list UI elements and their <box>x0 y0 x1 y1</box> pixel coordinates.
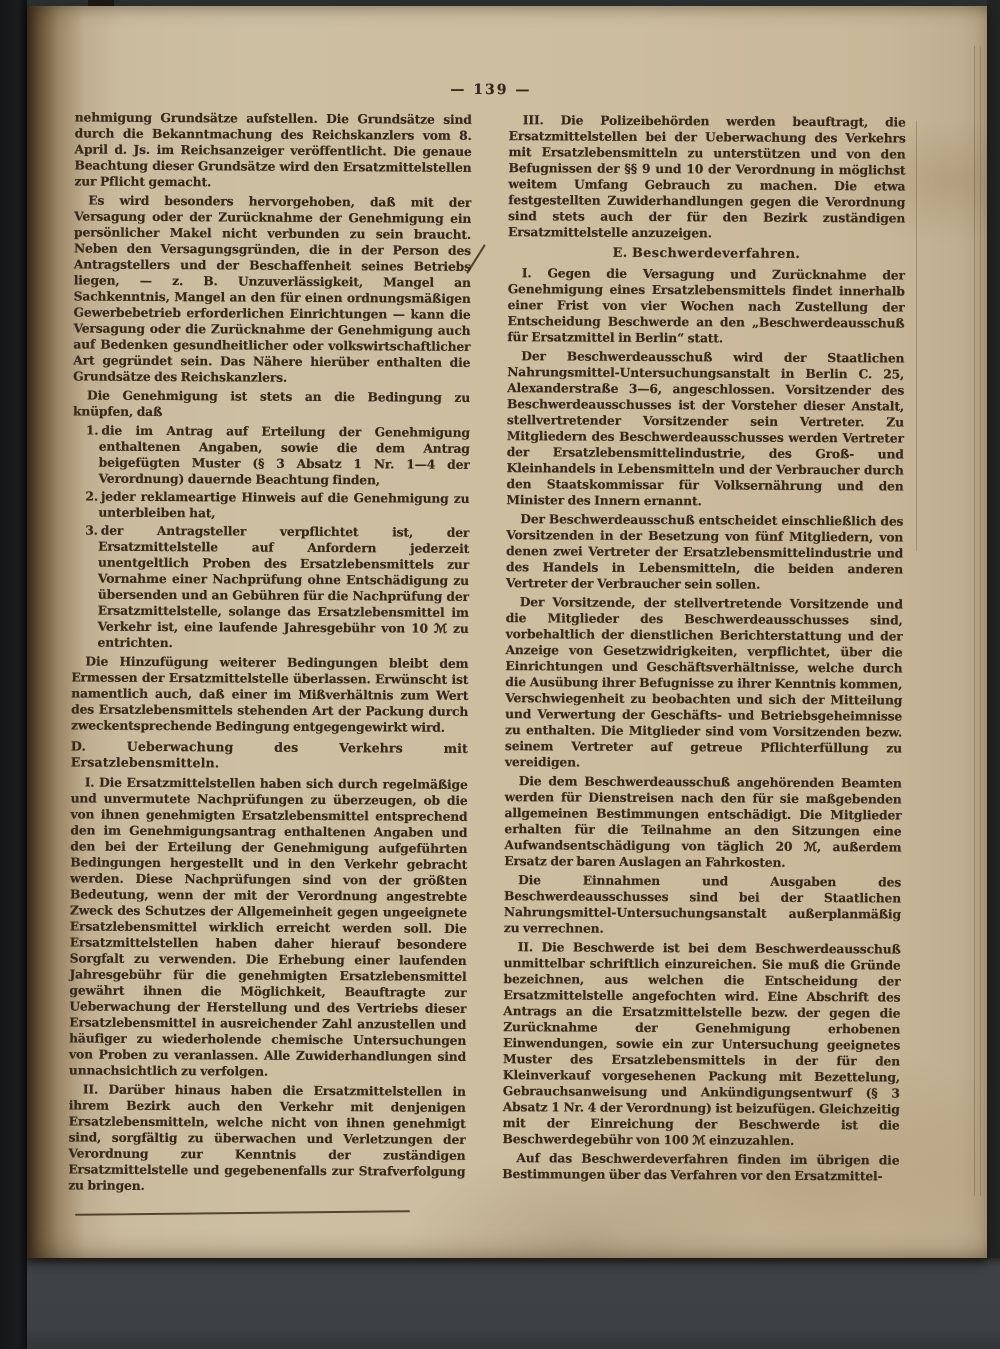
list-number: 1. <box>85 422 99 438</box>
paragraph: Die Hinzufügung weiterer Bedingungen bleibt dem Ermessen der Ersatzmittelstelle überlassen. Erwünscht ist namentlich auch, daß einer im Mißverhältnis zum Wert des Ersatzlebensmittels stehenden Art der Packung durch zweckentsprechende Bedingung entgegengewirkt wird. <box>71 653 469 735</box>
book-spine-shadow <box>0 0 27 1349</box>
page-number: — 139 — <box>450 81 532 99</box>
conditions-list <box>74 422 470 652</box>
section-heading-e: E. Beschwerdeverfahren. <box>612 245 801 262</box>
left-column <box>68 109 472 1198</box>
paragraph: I. Gegen die Versagung und Zurücknahme der Genehmigung eines Ersatzlebensmittels findet innerhalb einer Frist von vier Wochen nach Zustellung der Entscheidung Beschwerde an den „Beschwerdeausschuß für Ersatzmittel in Berlin“ statt. <box>507 265 905 346</box>
paragraph: Auf das Beschwerdeverfahren finden im übrigen die Bestimmungen über das Verfahren vor den Ersatzmittel- <box>502 1150 900 1184</box>
paragraph: Die dem Beschwerdeausschuß angehörenden Beamten werden für Dienstreisen nach den für sie maßgebenden allgemeinen Bestimmungen entschädigt. Die Mitglieder erhalten für die Teilnahme an den Sitzungen eine Aufwandsentschädigung von täglich 20 ℳ, außerdem Ersatz der baren Auslagen an Fahrkosten. <box>504 773 902 870</box>
page-paper <box>27 6 987 1258</box>
list-item <box>74 488 469 522</box>
paper-crease <box>916 121 917 551</box>
list-text: jeder reklameartige Hinweis auf die Genehmigung zu unterbleiben hat, <box>98 488 470 521</box>
scanner-bed-bottom <box>0 1256 1000 1349</box>
paragraph: Der Beschwerdeausschuß entscheidet einschließlich des Vorsitzenden in der Besetzung von fünf Mitgliedern, von denen zwei Vertreter der Ersatzlebensmittelindustrie und des Handels in Lebensmitteln, die beiden anderen Vertreter der Verbraucher sein sollen. <box>505 511 904 592</box>
paragraph: Der Beschwerdeausschuß wird der Staatlichen Nahrungsmittel-Untersuchungsanstalt in Berlin C. 25, Alexanderstraße 3—6, angeschlossen. Vorsitzender des Beschwerdeausschusses ist der Vorsteher dieser Anstalt, stellvertretender Vorsitzender sein Vertreter. Zu Mitgliedern des Beschwerdeausschusses werden Vertreter der Ersatzlebensmittelindustrie, des Groß- und Kleinhandels in Lebensmitteln und der Verbraucher durch den Staatskommissar für Volksernährung und den Minister des Innern ernannt. <box>506 348 905 509</box>
section-heading-d: D. Ueberwachung des Verkehrs mit Ersatzlebensmitteln. <box>70 738 468 771</box>
paragraph: Die Genehmigung ist stets an die Bedingung zu knüpfen, daß <box>72 387 471 419</box>
paragraph: III. Die Polizeibehörden werden beauftragt, die Ersatzmittelstellen bei der Ueberwachung des Verkehrs mit Ersatzlebensmitteln zu unterstützen und von den Befugnissen der §§ 9 und 10 der Verordnung in möglichst weitem Umfang Gebrauch zu machen. Die etwa festgestellten Zuwiderhandlungen gegen die Verordnung sind stets auch der für den Bezirk zuständigen Ersatzmittelstelle anzuzeigen. <box>508 112 906 241</box>
page-edge-lines <box>974 46 981 1196</box>
list-text: die im Antrag auf Erteilung der Genehmigung enthaltenen Angaben, sowie die dem Antrag beigefügten Muster (§ 3 Absatz 1 Nr. 1—4 der Verordnung) dauernde Beachtung finden, <box>98 422 470 488</box>
list-item <box>74 522 470 652</box>
paragraph: II. Darüber hinaus haben die Ersatzmittelstellen in ihrem Bezirk auch den Verkehr mit denjenigen Ersatzlebensmitteln, welche nicht von ihnen genehmigt sind, sorgfältig zu überwachen und Verletzungen der Verordnung zur Kenntnis der zuständigen Ersatzmittelstelle und gegebenenfalls zur Strafverfolgung zu bringen. <box>68 1081 466 1193</box>
columns <box>68 109 907 1201</box>
paragraph: I. Die Ersatzmittelstellen haben sich durch regelmäßige und unvermutete Nachprüfungen zu überzeugen, ob die von ihnen genehmigten Ersatzlebensmittel entsprechend den im Genehmigungsantrag enthaltenen Angaben und den bei der Erteilung der Genehmigung aufgeführten Bedingungen hergestellt und in den Verkehr gebracht werden. Diese Nachprüfungen sind von der größten Bedeutung, wenn der mit der Verordnung angestrebte Zweck des Schutzes der Allgemeinheit gegen ungeeignete Ersatzlebensmittel wirklich erreicht werden soll. Die Ersatzmittelstellen haben daher hierauf besondere Sorgfalt zu verwenden. Die Erhebung einer laufenden Jahresgebühr für die genehmigten Ersatzlebensmittel gewährt ihnen die Möglichkeit, Beauftragte zur Ueberwachung der Herstellung und des Vertriebs dieser Ersatzlebensmittel in ausreichender Zahl anzustellen und häufiger zu wiederholende chemische Untersuchungen von Proben zu veranlassen. Alle Zuwiderhandlungen sind unnachsichtlich zu verfolgen. <box>68 774 468 1079</box>
list-number: 2. <box>85 488 99 504</box>
scanner-bed-right <box>987 0 1000 1258</box>
pen-underline-mark <box>75 1210 410 1216</box>
list-item <box>75 422 470 488</box>
right-column <box>502 112 906 1201</box>
paragraph: Es wird besonders hervorgehoben, daß mit der Versagung oder der Zurücknahme der Genehmigung ein persönlicher Makel nicht verbunden zu sein braucht. Neben den Versagungsgründen, die in der Person des Antragstellers und der Beschaffenheit seines Betriebs liegen, — z. B. Unzuverlässigkeit, Mangel an Sachkenntnis, Mangel an den für einen ordnungsmäßigen Gewerbebetrieb erforderlichen Einrichtungen — kann die Versagung oder die Zurücknahme der Genehmigung auch auf Bedenken gesundheitlicher oder volkswirtschaftlicher Art gegründet sein. Das Nähere hierüber enthalten die Grundsätze des Reichskanzlers. <box>73 192 472 385</box>
page-content <box>68 79 907 1201</box>
paragraph: Der Vorsitzende, der stellvertretende Vorsitzende und die Mitglieder des Beschwerdeausschusses sind, vorbehaltlich der dienstlichen Berichterstattung und der Anzeige von Gesetzwidrigkeiten, verpflichtet, über die Einrichtungen und Geschäftsverhältnisse, welche durch die Ausübung ihrer Befugnisse zu ihrer Kenntnis kommen, Verschwiegenheit zu beobachten und sich der Mitteilung und Verwertung der Geschäfts- und Betriebsgeheimnisse zu enthalten. Die Mitglieder sind vom Vorsitzenden bezw. seinem Vertreter auf getreue Pflichterfüllung zu vereidigen. <box>504 594 903 770</box>
list-text: der Antragsteller verpflichtet ist, der Ersatzmittelstelle auf Anfordern jederzeit unentgeltlich Proben des Ersatzlebensmittels zur Vornahme einer Nachprüfung ohne Entschädigung zu übersenden und an Gebühren für die Nachprüfung der Ersatzmittelstelle, solange das Ersatzlebensmittel im Verkehr ist, eine laufende Jahresgebühr von 10 ℳ zu entrichten. <box>97 522 470 651</box>
paragraph-continuation: nehmigung Grundsätze aufstellen. Die Grundsätze sind durch die Bekanntmachung des Reichskanzlers vom 8. April d. Js. im Reichsanzeiger veröffentlicht. Die genaue Beachtung dieser Grundsätze wird den Ersatzmittelstellen zur Pflicht gemacht. <box>74 109 472 190</box>
paragraph: Die Einnahmen und Ausgaben des Beschwerdeausschusses sind bei der Staatlichen Nahrungsmittel-Untersuchungsanstalt außerplanmäßig zu verrechnen. <box>503 872 902 936</box>
paragraph: II. Die Beschwerde ist bei dem Beschwerdeausschuß unmittelbar schriftlich einzureichen. Sie muß die Gründe bezeichnen, aus welchen die Entscheidung der Ersatzmittelstelle angefochten wird. Eine Abschrift des Antrags an die Ersatzmittelstelle bezw. der gegen die Zurücknahme der Genehmigung erhobenen Einwendungen, sowie ein zur Untersuchung geeignetes Muster des Ersatzlebensmittels in der für den Kleinverkauf vorgesehenen Packung mit Bezettelung, Gebrauchsanweisung und Ankündigungsentwurf (§ 3 Absatz 1 Nr. 4 der Verordnung) ist beizufügen. Gleichzeitig mit der Einreichung der Beschwerde ist die Beschwerdegebühr von 100 ℳ einzuzahlen. <box>502 939 901 1148</box>
list-number: 3. <box>85 522 98 538</box>
